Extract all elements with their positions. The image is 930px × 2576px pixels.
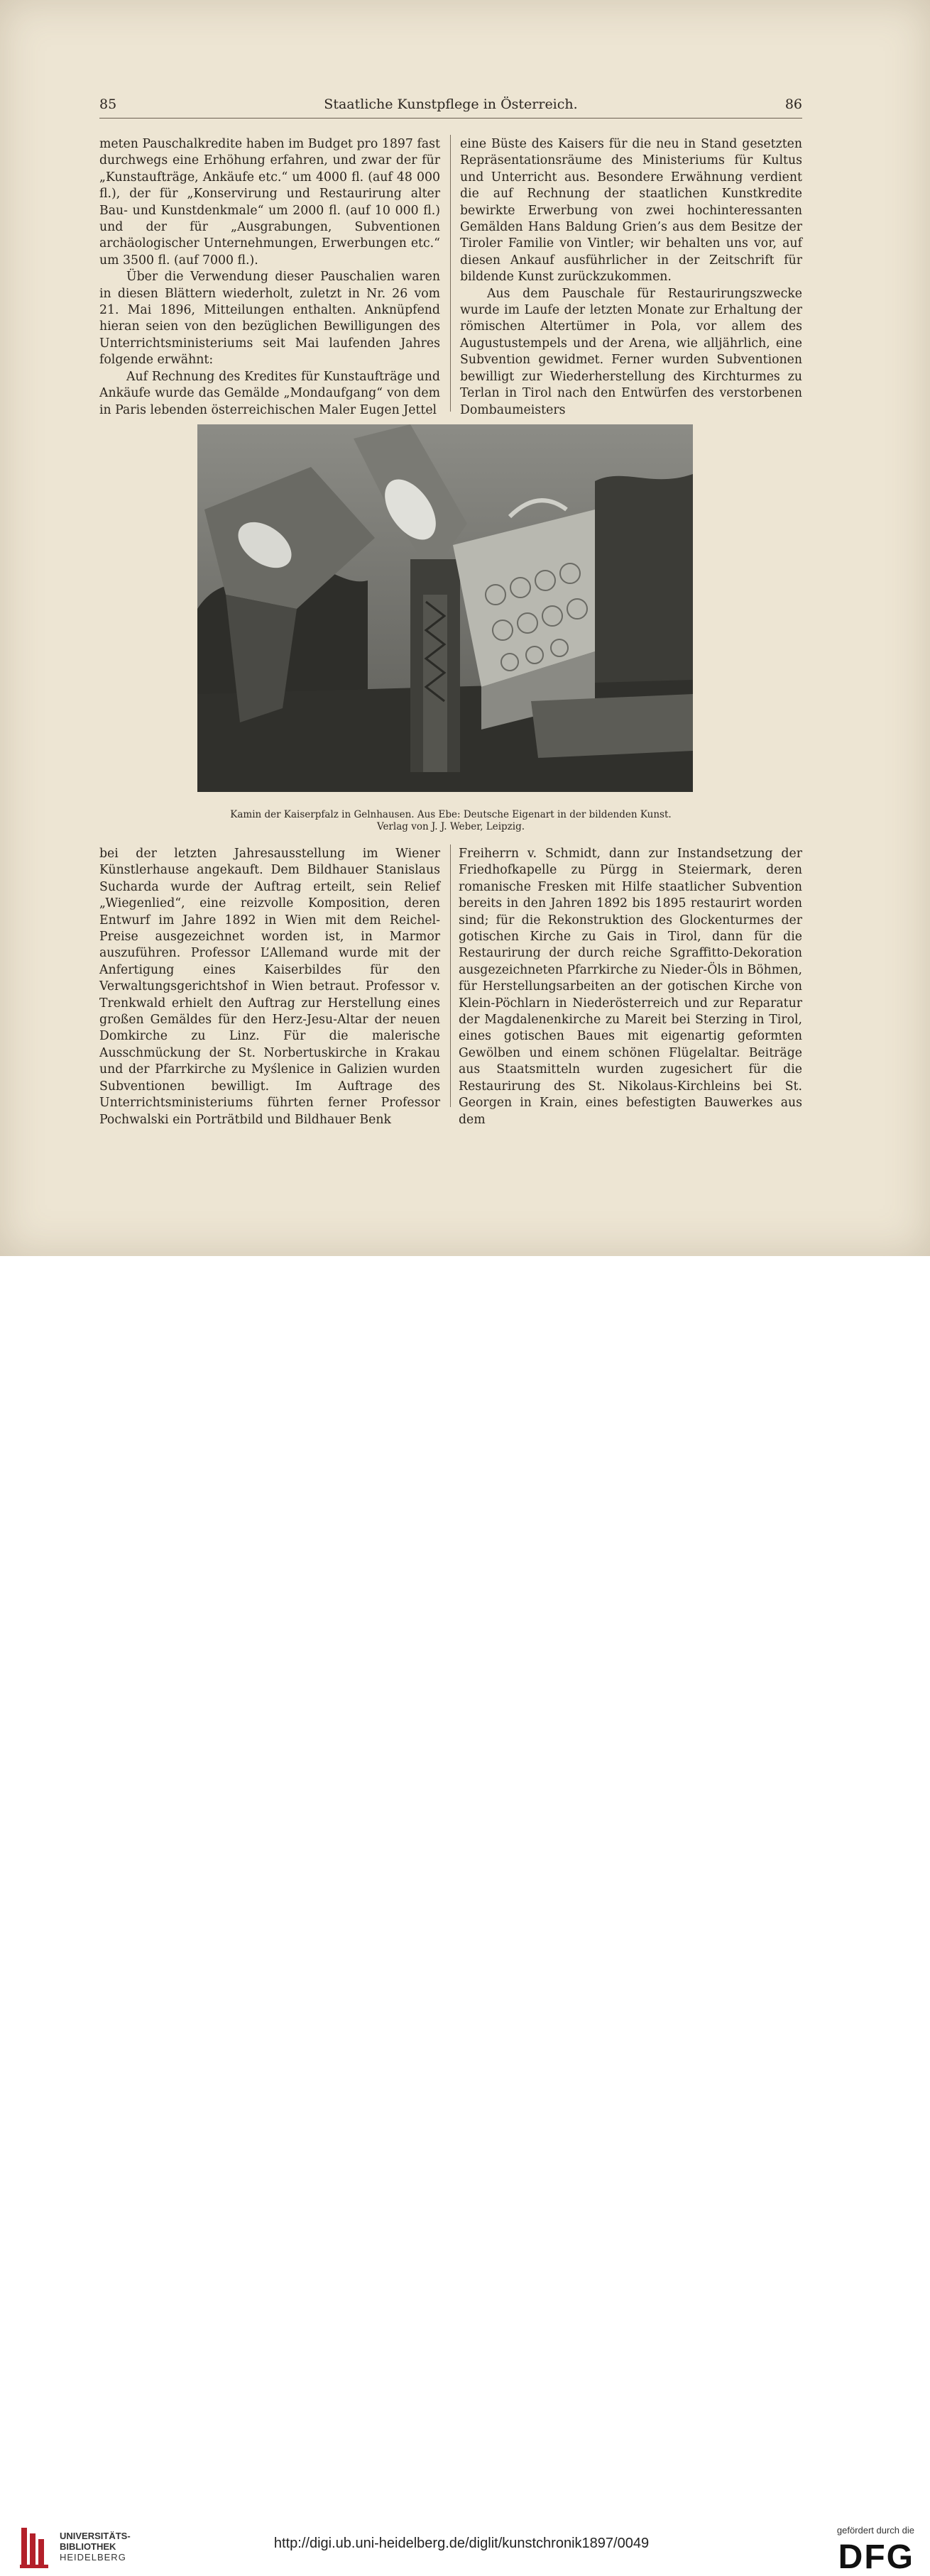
paragraph: Über die Verwendung dieser Pauschalien waren in diesen Blättern wiederholt, zuletzt in Nr. 26 vom 21. Mai 1896, Mitteilungen enthalten. Anknüpfend hieran seien von den bezüglichen Bewilligungen des Unterrichtsministeriums seit Mai laufenden Jahres folgende erwähnt: — [99, 270, 440, 368]
dfg-logo: DFG — [838, 2538, 914, 2576]
university-library-logo-icon — [17, 2525, 53, 2570]
column-top-right — [460, 136, 802, 419]
column-bottom-left — [99, 846, 440, 1128]
column-bottom-right — [459, 846, 802, 1128]
running-title: Staatliche Kunstpflege in Österreich. — [324, 97, 578, 112]
paragraph: Auf Rechnung des Kredites für Kunstaufträge und Ankäufe wurde das Gemälde „Mondaufgang“ von dem in Paris lebenden österreichischen Maler Eugen Jettel — [99, 369, 440, 417]
paragraph: Aus dem Pauschale für Restaurirungszwecke wurde im Laufe der letzten Monate zur Erhaltung der römischen Altertümer in Pola, vor allem des Augustustempels und der Arena, wie alljährlich, eine Subvention gewidmet. Ferner wurden Subventionen bewilligt zur Wiederherstellung des Kirchturmes zu Terlan in Tirol nach den Entwürfen des verstorbenen Dombaumeisters — [460, 286, 802, 417]
column-divider-bottom — [450, 844, 451, 1107]
page-number-right: 86 — [784, 97, 802, 112]
paragraph: eine Büste des Kaisers für die neu in Stand gesetzten Repräsentationsräume des Ministeriums für Kultus und Unterricht aus. Besondere Erwähnung verdient die auf Rechnung der staatlichen Kunstkredite bewirkte Erwerbung von zwei hochinteressanten Gemälden Hans Baldung Grien’s aus dem Besitze der Tiroler Familie von Vintler; wir behalten uns vor, auf diesen Ankauf ausführlicher in der Zeitschrift für bildende Kunst zurückzukommen. — [460, 137, 802, 285]
caption-line-1: Kamin der Kaiserpfalz in Gelnhausen. Aus Ebe: Deutsche Eigenart in der bildenden Kunst. — [230, 809, 672, 820]
digitization-footer — [0, 1256, 930, 2576]
figure-photograph — [197, 424, 693, 792]
kamin-photo-illustration — [197, 424, 693, 792]
caption-line-2: Verlag von J. J. Weber, Leipzig. — [376, 821, 525, 832]
page-number-left: 85 — [99, 97, 117, 112]
permalink-url[interactable]: http://digi.ub.uni-heidelberg.de/diglit/kunstchronik1897/0049 — [273, 2536, 650, 2551]
header-rule — [99, 118, 802, 119]
paragraph: meten Pauschalkredite haben im Budget pro 1897 fast durchwegs eine Erhöhung erfahren, und zwar der für „Kunstaufträge, Ankäufe etc.“ um 4000 fl. (auf 48 000 fl.), der für „Konservirung und Restaurirung alter Bau- und Kunstdenkmale“ um 2000 fl. (auf 10 000 fl.) und der für „Ausgrabungen, Subventionen archäologischer Unternehmungen, Erwerbungen etc.“ um 3500 fl. (auf 7000 fl.). — [99, 137, 440, 268]
column-divider-top — [450, 135, 451, 412]
paragraph: bei der letzten Jahresausstellung im Wiener Künstlerhause angekauft. Dem Bildhauer Stanislaus Sucharda wurde der Auftrag erteilt, sein Relief „Wiegenlied“, eine reizvolle Komposition, deren Entwurf im Jahre 1892 in Wien mit dem Reichel-Preise ausgezeichnet worden ist, in Marmor auszuführen. Professor L’Allemand wurde mit der Anfertigung eines Kaiserbildes für den Verwaltungsgerichtshof in Wien betraut. Professor v. Trenkwald erhielt den Auftrag zur Herstellung eines großen Gemäldes für den Herz-Jesu-Altar der neuen Domkirche zu Linz. Für die malerische Ausschmückung der St. Norbertuskirche in Krakau und der Pfarrkirche zu Myślenice in Galizien wurden Subventionen bewilligt. Im Auftrage des Unterrichtsministeriums führten ferner Professor Pochwalski ein Porträtbild und Bildhauer Benk — [99, 847, 440, 1127]
column-top-left — [99, 136, 440, 419]
funded-by-label: gefördert durch die — [836, 2525, 914, 2536]
figure-caption — [99, 809, 802, 833]
paragraph: Freiherrn v. Schmidt, dann zur Instandsetzung der Friedhofkapelle zu Pürgg in Steiermark, deren romanische Fresken mit Hilfe staatlicher Subvention bereits in den Jahren 1892 bis 1895 restaurirt worden sind; für die Rekonstruktion des Glockenturmes der gotischen Kirche zu Gais in Tirol, dann für die Restaurirung der durch reiche Sgraffitto-Dekoration ausgezeichneten Pfarrkirche zu Nieder-Öls in Böhmen, für Herstellungsarbeiten an der gotischen Kirche von Klein-Pöchlarn in Niederösterreich und zur Reparatur der Magdalenenkirche zu Mareit bei Sterzing in Tirol, eines gotischen Baues mit eigenartig geformten Gewölben und einem schönen Flügelaltar. Beiträge aus Staatsmitteln wurden zugesichert für die Restaurirung des St. Nikolaus-Kirchleins bei St. Georgen in Krain, eines befestigten Bauwerkes aus dem — [459, 847, 802, 1127]
library-name: UNIVERSITÄTS- BIBLIOTHEK HEIDELBERG — [60, 2531, 131, 2563]
scanned-page — [0, 0, 930, 1256]
running-header — [99, 97, 802, 118]
